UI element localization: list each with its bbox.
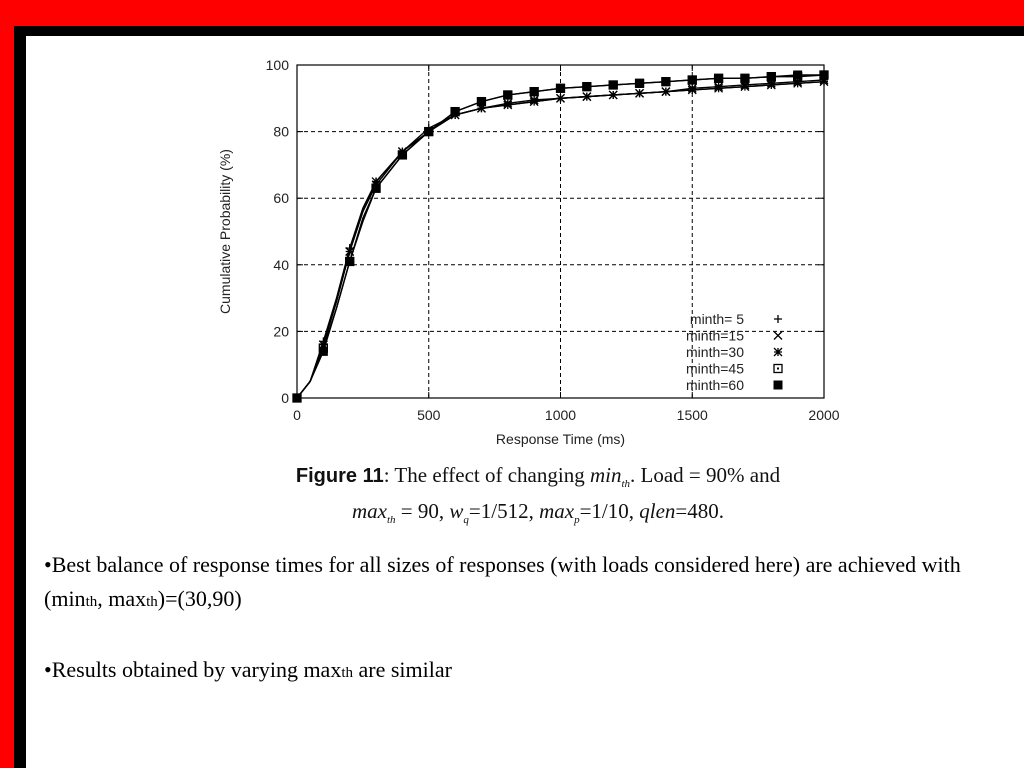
- series-3-point: [583, 93, 591, 101]
- slide-content: [26, 36, 1024, 768]
- legend-label: minth=15: [686, 327, 744, 344]
- cdf-chart: [26, 36, 1024, 456]
- caption-w: w: [449, 499, 464, 524]
- series-5-point: [398, 151, 406, 159]
- caption-text: : The effect of changing: [383, 463, 590, 487]
- legend-label: minth=60: [686, 377, 744, 393]
- caption-sub: q: [463, 514, 469, 527]
- caption-sub: p: [574, 514, 580, 527]
- legend-marker: [774, 381, 782, 389]
- figure-caption: [208, 462, 868, 534]
- bullet-list: [44, 548, 1004, 724]
- legend-label: minth=45: [686, 360, 744, 377]
- series-5-point: [609, 81, 617, 89]
- series-3-point: [636, 89, 644, 97]
- x-axis-label: Response Time (ms): [495, 431, 626, 447]
- caption-text: . Load = 90% and: [630, 463, 781, 487]
- legend-label: minth=30: [686, 344, 744, 360]
- x-tick-label: 0: [293, 407, 301, 423]
- series-5-point: [346, 257, 354, 265]
- series-5-point: [715, 74, 723, 82]
- series-5-point: [820, 71, 828, 79]
- bullet-2: •Results obtained by varying maxth are similar: [44, 657, 452, 682]
- series-5-point: [425, 128, 433, 136]
- y-tick-label: 20: [273, 323, 289, 340]
- legend-marker: [774, 348, 782, 356]
- caption-text: =1/10,: [579, 499, 640, 524]
- caption-text: =480.: [675, 499, 725, 524]
- legend-marker-dot: [777, 368, 779, 370]
- series-3-point: [609, 91, 617, 99]
- legend-marker: [774, 315, 782, 323]
- caption-text: =1/512,: [468, 499, 540, 524]
- series-5-point: [662, 78, 670, 86]
- x-tick-label: 500: [417, 407, 441, 423]
- series-5-point: [636, 79, 644, 87]
- series-3-point: [662, 88, 670, 96]
- x-tick-label: 1000: [544, 407, 577, 423]
- x-tick-label: 1500: [676, 407, 708, 423]
- series-5-point: [293, 394, 301, 402]
- series-5-point: [372, 184, 380, 192]
- y-tick-label: 40: [273, 256, 289, 273]
- series-3-point: [715, 83, 723, 91]
- series-5-point: [557, 84, 565, 92]
- series-5-point: [504, 91, 512, 99]
- series-3-point: [557, 94, 565, 102]
- series-5-point: [794, 71, 802, 79]
- caption-qlen: qlen: [639, 499, 676, 524]
- caption-max: max: [351, 499, 387, 524]
- series-5-point: [583, 83, 591, 91]
- legend-label: minth= 5: [689, 311, 744, 327]
- bullet-1: •Best balance of response times for all sizes of responses (with loads considered here) are achieved with (minth, maxth)=(30,90): [44, 552, 961, 611]
- caption-maxp: max: [539, 499, 575, 524]
- series-5-point: [767, 73, 775, 81]
- series-5-point: [530, 88, 538, 96]
- series-5-point: [741, 74, 749, 82]
- x-tick-label: 2000: [808, 407, 840, 423]
- series-3-point: [688, 84, 696, 92]
- series-3-point: [504, 99, 512, 107]
- caption-text: = 90,: [395, 499, 450, 524]
- series-5-point: [477, 98, 485, 106]
- figure-label: Figure 11: [295, 465, 384, 487]
- legend-marker: [774, 332, 782, 340]
- series-line-3: [297, 80, 824, 398]
- caption-min: min: [589, 463, 622, 487]
- caption-sub: th: [621, 478, 631, 491]
- y-tick-label: 0: [281, 390, 289, 406]
- series-5-point: [688, 76, 696, 84]
- caption-sub: th: [386, 514, 396, 527]
- y-axis-label: Cumulative Probability (%): [217, 149, 233, 314]
- series-3-point: [530, 96, 538, 104]
- series-5-point: [451, 108, 459, 116]
- y-tick-label: 80: [273, 123, 289, 140]
- y-tick-label: 60: [273, 190, 289, 207]
- y-tick-label: 100: [265, 57, 289, 73]
- series-5-point: [319, 347, 327, 355]
